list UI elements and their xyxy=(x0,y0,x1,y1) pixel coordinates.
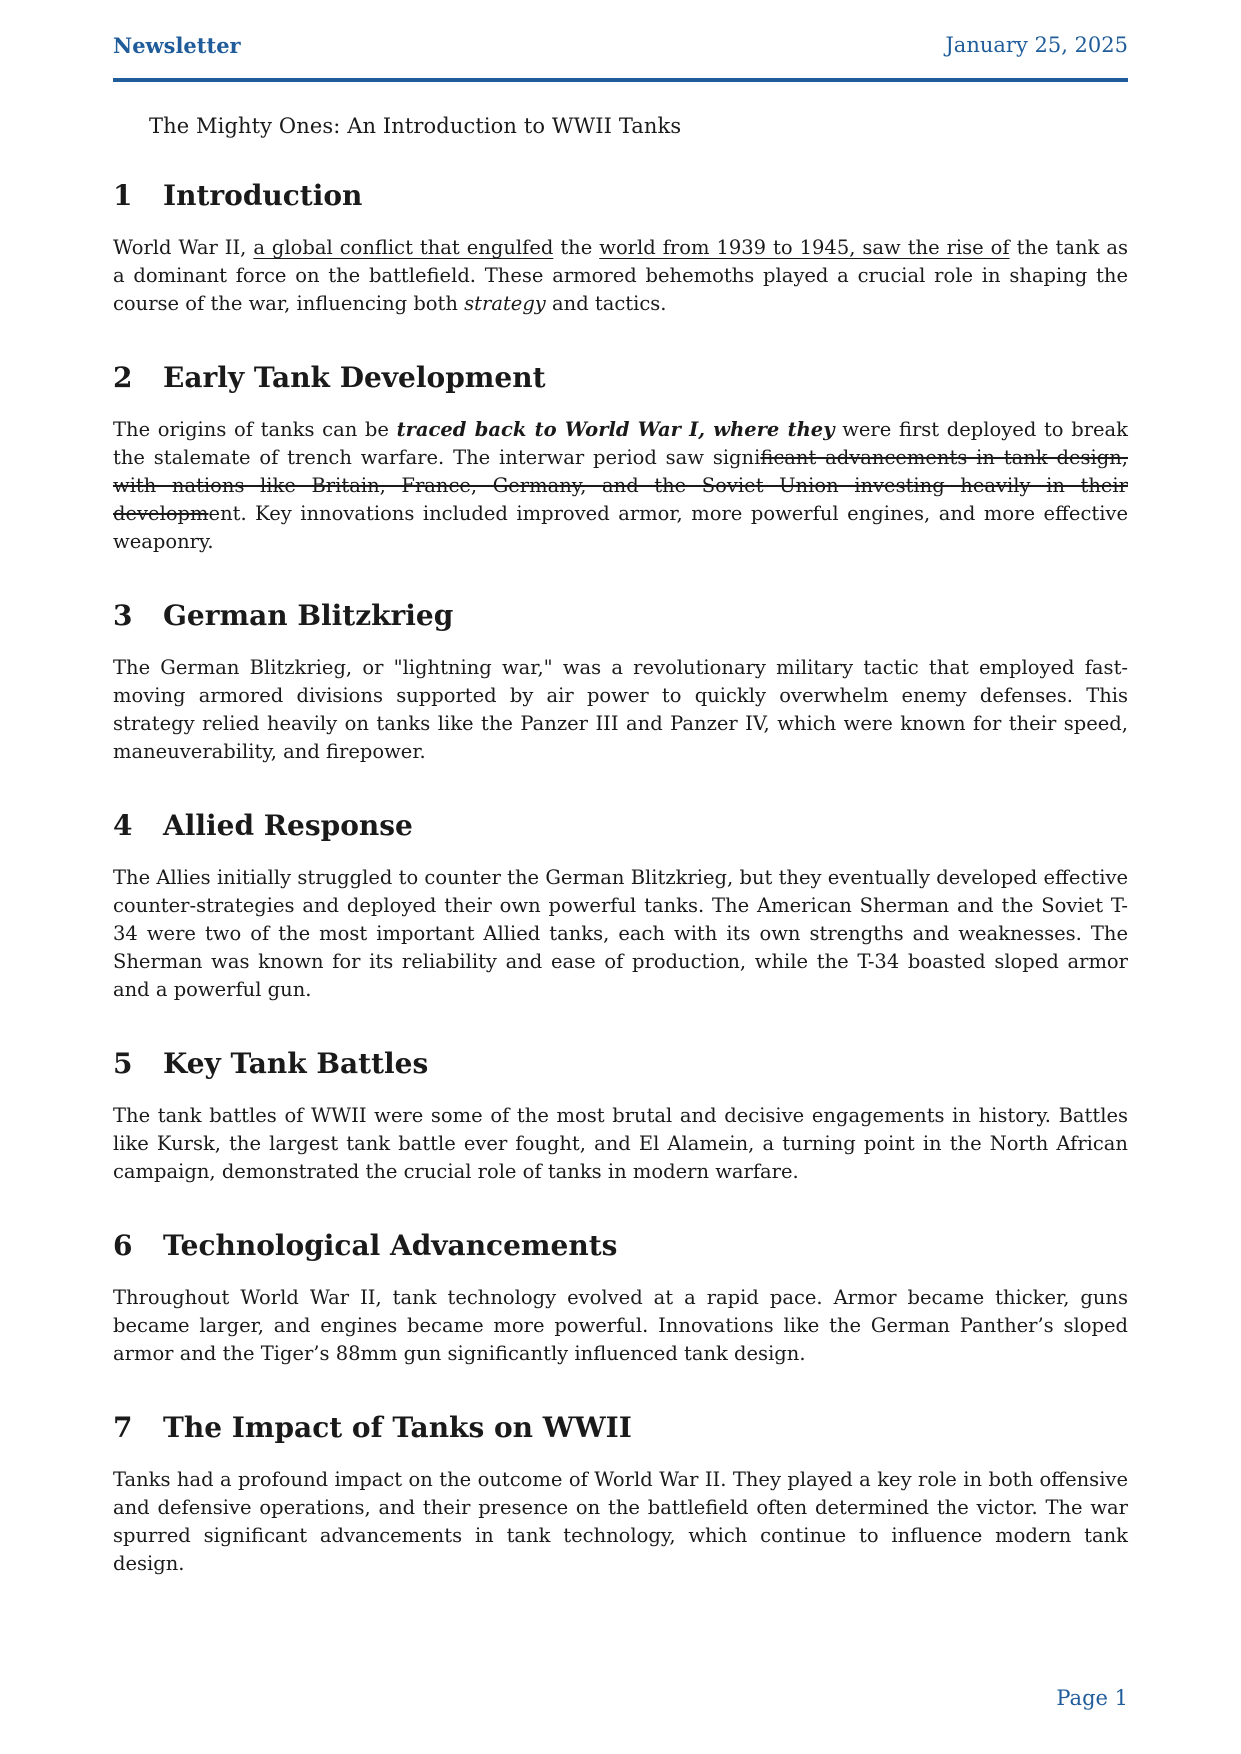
section-title: Key Tank Battles xyxy=(163,1047,429,1080)
page-header xyxy=(113,30,1128,82)
section-paragraph: World War II, a global conflict that engulfed the world from 1939 to 1945, saw the rise of the tank as a dominant force on the battlefield. These armored behemoths played a crucial role in shaping the course of the war, influencing both strategy and tactics. xyxy=(113,236,1128,315)
section-paragraph: The Allies initially struggled to counter the German Blitzkrieg, but they eventually developed effective counter-strategies and deployed their own powerful tanks. The American Sherman and the Soviet T-34 were two of the most important Allied tanks, each with its own strengths and weaknesses. The Sherman was known for its reliability and ease of production, while the T-34 boasted sloped armor and a powerful gun. xyxy=(113,866,1128,1001)
section-paragraph: The tank battles of WWII were some of the most brutal and decisive engagements in history. Battles like Kursk, the largest tank battle ever fought, and El Alamein, a turning point in the North African campaign, demonstrated the crucial role of tanks in modern warfare. xyxy=(113,1104,1128,1183)
section-heading xyxy=(113,1046,1128,1082)
underlined-text: world from 1939 to 1945, saw the rise of xyxy=(599,236,1010,259)
header-rule xyxy=(113,78,1128,82)
section-heading xyxy=(113,360,1128,396)
section-number: 1 xyxy=(113,179,133,212)
section-number: 7 xyxy=(113,1411,133,1444)
section-heading xyxy=(113,598,1128,634)
bold-italic-text: traced back to World War I, where they xyxy=(396,418,835,441)
section-heading xyxy=(113,178,1128,214)
document-body xyxy=(113,178,1128,1578)
section-number: 2 xyxy=(113,361,133,394)
section-number: 4 xyxy=(113,809,133,842)
section-number: 3 xyxy=(113,599,133,632)
section-heading xyxy=(113,1228,1128,1264)
section-title: Introduction xyxy=(163,179,363,212)
italic-text: strategy xyxy=(464,292,546,315)
section-key-tank-battles xyxy=(113,1046,1128,1186)
section-title: German Blitzkrieg xyxy=(163,599,454,632)
strikethrough-text: ficant advancements in tank design, with nations like Britain, France, Germany, and the Soviet Union investing heavily in their developm xyxy=(113,446,1128,525)
section-title: Early Tank Development xyxy=(163,361,546,394)
section-impact-of-tanks xyxy=(113,1410,1128,1578)
section-title: Allied Response xyxy=(163,809,413,842)
section-paragraph: The German Blitzkrieg, or "lightning war," was a revolutionary military tactic that employed fast-moving armored divisions supported by air power to quickly overwhelm enemy defenses. This strategy relied heavily on tanks like the Panzer III and Panzer IV, which were known for their speed, maneuverability, and firepower. xyxy=(113,656,1128,763)
section-early-tank-development xyxy=(113,360,1128,556)
section-title: Technological Advancements xyxy=(163,1229,618,1262)
section-number: 6 xyxy=(113,1229,133,1262)
section-title: The Impact of Tanks on WWII xyxy=(163,1411,632,1444)
header-date: January 25, 2025 xyxy=(945,33,1128,57)
underlined-text: a global conflict that engulfed xyxy=(253,236,554,259)
newsletter-label: Newsletter xyxy=(113,33,241,58)
section-paragraph: The origins of tanks can be traced back to World War I, where they were first deployed to break the stalemate of trench warfare. The interwar period saw significant advancements in tank design, with nations like Britain, France, Germany, and the Soviet Union investing heavily in their development. Key innovations included improved armor, more powerful engines, and more effective weaponry. xyxy=(113,418,1129,553)
section-paragraph: Throughout World War II, tank technology evolved at a rapid pace. Armor became thicker, guns became larger, and engines became more powerful. Innovations like the German Panther’s sloped armor and the Tiger’s 88mm gun significantly influenced tank design. xyxy=(113,1286,1128,1365)
document-title: The Mighty Ones: An Introduction to WWII Tanks xyxy=(149,114,682,138)
section-german-blitzkrieg xyxy=(113,598,1128,766)
page-number: Page 1 xyxy=(1056,1686,1128,1710)
section-technological-advancements xyxy=(113,1228,1128,1368)
section-heading xyxy=(113,1410,1128,1446)
section-introduction xyxy=(113,178,1128,318)
section-allied-response xyxy=(113,808,1128,1004)
section-number: 5 xyxy=(113,1047,133,1080)
section-heading xyxy=(113,808,1128,844)
section-paragraph: Tanks had a profound impact on the outcome of World War II. They played a key role in both offensive and defensive operations, and their presence on the battlefield often determined the victor. The war spurred significant advancements in tank technology, which continue to influence modern tank design. xyxy=(113,1468,1128,1575)
